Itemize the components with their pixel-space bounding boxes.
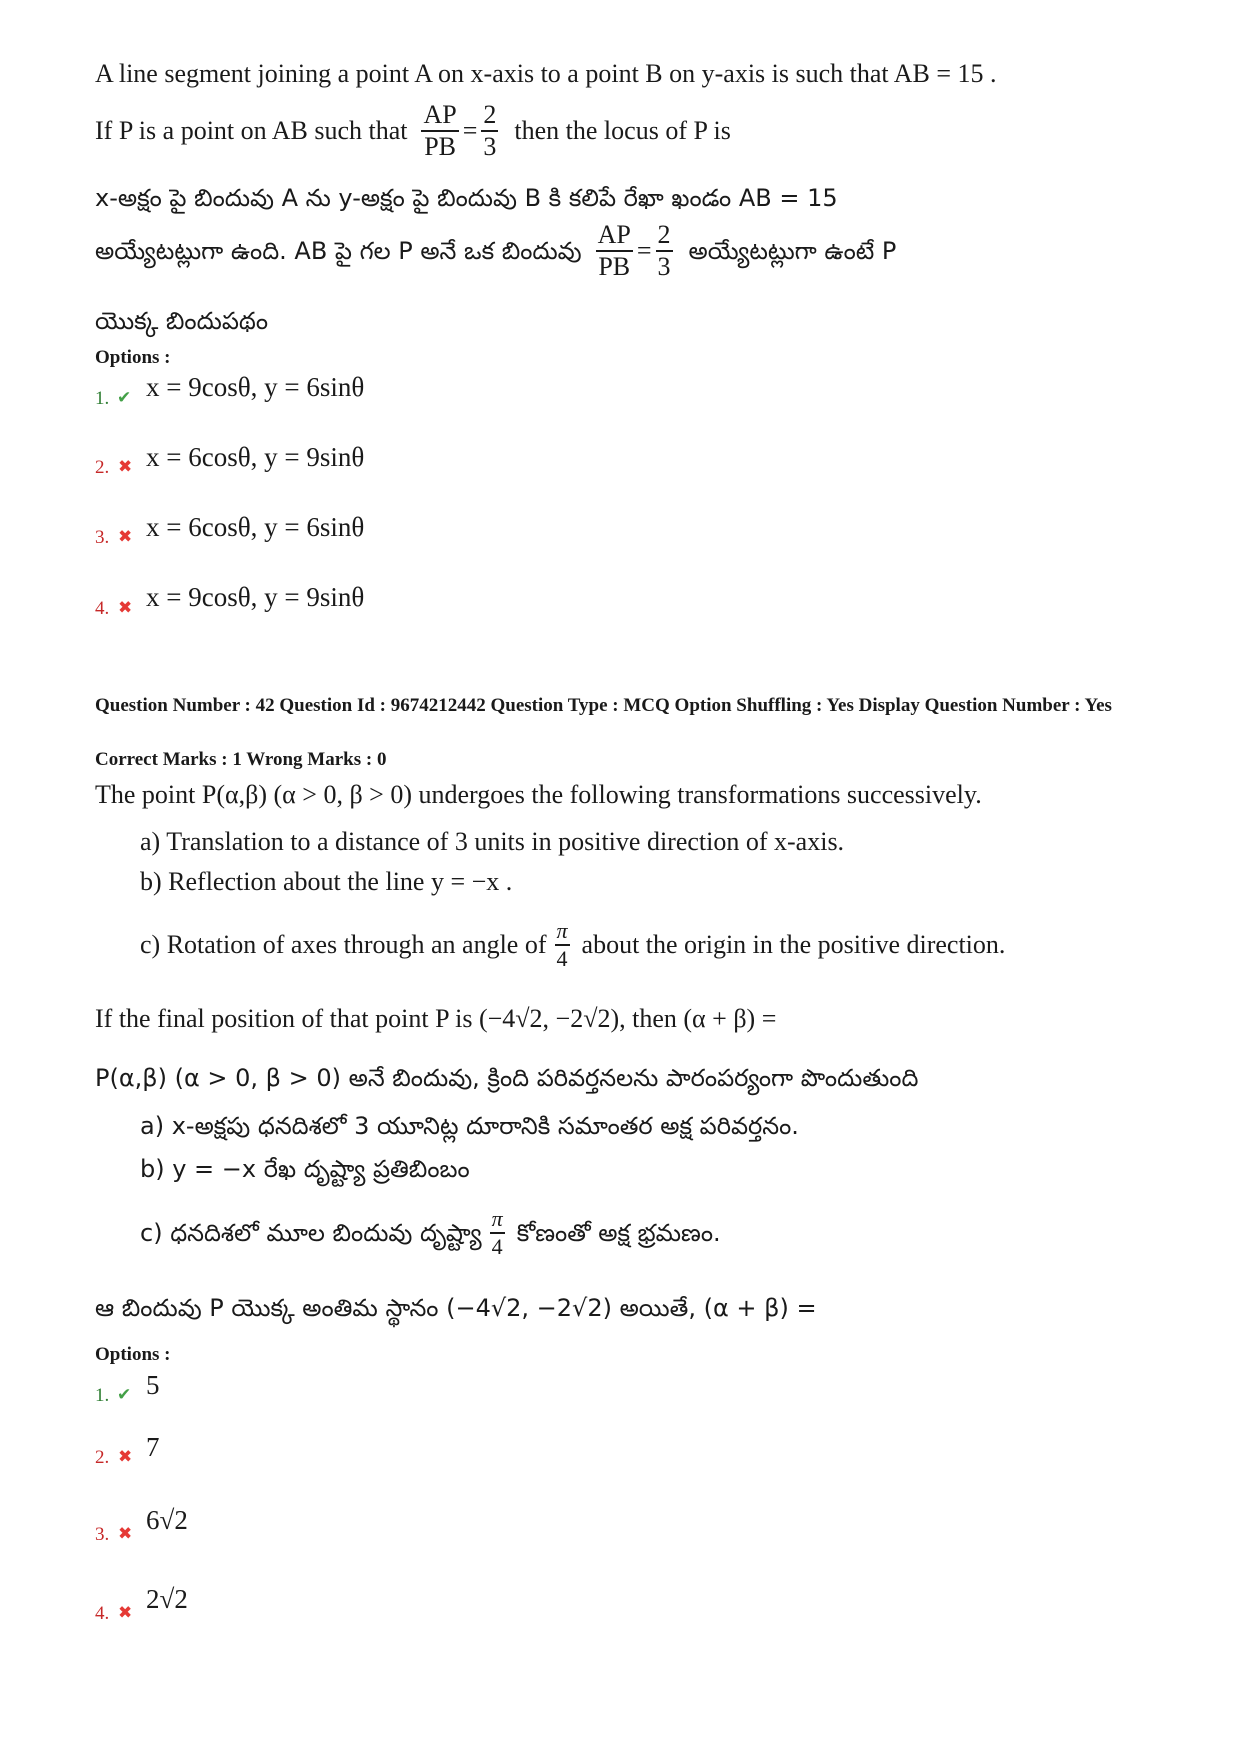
q41-stem-line2-post: then the locus of P is xyxy=(514,116,731,145)
q41-fraction-ap-pb xyxy=(421,102,458,160)
q41-telugu-line1: x-అక్షం పై బిందువు A ను y-అక్షం పై బిందువు B కి కలిపే రేఖా ఖండం AB = 15 xyxy=(95,184,838,212)
check-icon: ✔ xyxy=(117,388,132,408)
q41-telugu-frac-numerator: AP xyxy=(596,222,633,252)
q41-telugu-equals: = xyxy=(636,236,652,265)
q42-option-4-number: 4. xyxy=(95,1603,110,1624)
q42-option-3-number: 3. xyxy=(95,1524,110,1545)
q41-telugu-line2 xyxy=(95,222,896,280)
q42-telugu-four: 4 xyxy=(491,1234,503,1259)
q42-step-a: a) Translation to a distance of 3 units in positive direction of x-axis. xyxy=(140,827,845,856)
q41-option-2-number: 2. xyxy=(95,457,110,478)
q42-option-1-text: 5 xyxy=(146,1370,160,1400)
q42-telugu-step-c xyxy=(140,1208,721,1258)
q41-option-1-text: x = 9cosθ, y = 6sinθ xyxy=(146,372,365,402)
q41-option-2-text: x = 6cosθ, y = 9sinθ xyxy=(146,442,365,472)
q41-frac2-denominator: 3 xyxy=(483,132,497,161)
q41-frac2-numerator: 2 xyxy=(481,102,498,132)
q41-telugu-frac2-denominator: 3 xyxy=(657,252,671,281)
cross-icon: ✖ xyxy=(118,1524,133,1544)
q41-stem-line1: A line segment joining a point A on x-axis to a point B on y-axis is such that AB = 15 . xyxy=(95,59,997,88)
q41-telugu-line3: యొక్క బిందుపథం xyxy=(95,307,269,335)
q41-telugu-frac-denominator: PB xyxy=(598,252,631,281)
cross-icon: ✖ xyxy=(118,527,133,547)
q41-stem-line2 xyxy=(95,102,731,160)
q42-telugu-pi: π xyxy=(490,1208,505,1234)
q42-telugu-final: ఆ బిందువు P యొక్క అంతిమ స్థానం (−4√2, −2√2) అయితే, (α + β) = xyxy=(95,1294,817,1322)
q41-telugu-line2-pre: అయ్యేటట్లుగా ఉంది. AB పై గల P అనే ఒక బిందువు xyxy=(95,237,582,265)
q41-option-1-number: 1. xyxy=(95,388,110,409)
q41-stem-line2-pre: If P is a point on AB such that xyxy=(95,116,408,145)
q41-telugu-frac2-numerator: 2 xyxy=(656,222,673,252)
q42-step-b: b) Reflection about the line y = −x . xyxy=(140,867,513,896)
q41-frac-denominator: PB xyxy=(424,132,457,161)
q41-option-3-number: 3. xyxy=(95,527,110,548)
q42-pi: π xyxy=(555,920,570,946)
q41-options-label: Options : xyxy=(95,347,171,368)
q42-marks-info: Correct Marks : 1 Wrong Marks : 0 xyxy=(95,749,387,770)
cross-icon: ✖ xyxy=(118,457,133,477)
q41-telugu-line2-post: అయ్యేటట్లుగా ఉంటే P xyxy=(688,237,897,265)
q41-option-4-text: x = 9cosθ, y = 9sinθ xyxy=(146,582,365,612)
cross-icon: ✖ xyxy=(118,1447,133,1467)
q42-telugu-step-c-pre: c) ధనదిశలో మూల బిందువు దృష్ట్యా xyxy=(140,1219,482,1247)
q41-option-4-number: 4. xyxy=(95,598,110,619)
cross-icon: ✖ xyxy=(118,598,133,618)
q42-options-label: Options : xyxy=(95,1344,171,1365)
q42-option-3-text: 6√2 xyxy=(146,1505,188,1535)
q42-step-c xyxy=(140,920,1005,970)
q42-telugu-step-c-post: కోణంతో అక్ష భ్రమణం. xyxy=(516,1219,721,1247)
q42-option-2-text: 7 xyxy=(146,1432,160,1462)
q42-telugu-step-b: b) y = −x రేఖ దృష్ట్యా ప్రతిబింబం xyxy=(140,1155,470,1183)
q42-four: 4 xyxy=(556,946,568,971)
q42-step-c-pre: c) Rotation of axes through an angle of xyxy=(140,930,547,959)
q42-intro: The point P(α,β) (α > 0, β > 0) undergoes the following transformations successively. xyxy=(95,780,982,809)
q41-frac-numerator: AP xyxy=(421,102,458,132)
q41-option-3-text: x = 6cosθ, y = 6sinθ xyxy=(146,512,365,542)
q42-telugu-fraction-pi-4 xyxy=(490,1208,505,1258)
q42-fraction-pi-4 xyxy=(555,920,570,970)
q41-telugu-fraction-2-3 xyxy=(656,222,673,280)
cross-icon: ✖ xyxy=(118,1603,133,1623)
q42-telugu-intro: P(α,β) (α > 0, β > 0) అనే బిందువు, క్రింది పరివర్తనలను పారంపర్యంగా పొందుతుంది xyxy=(95,1064,919,1092)
q42-option-4-text: 2√2 xyxy=(146,1584,188,1614)
q42-telugu-step-a: a) x-అక్షపు ధనదిశలో 3 యూనిట్ల దూరానికి సమాంతర అక్ష పరివర్తనం. xyxy=(140,1112,799,1140)
q42-meta-info: Question Number : 42 Question Id : 9674212442 Question Type : MCQ Option Shuffling : Yes Display Question Number : Yes xyxy=(95,695,1112,716)
q42-option-1-number: 1. xyxy=(95,1385,110,1406)
q41-equals: = xyxy=(462,116,478,145)
q41-fraction-2-3 xyxy=(481,102,498,160)
check-icon: ✔ xyxy=(117,1385,132,1405)
q42-final-position: If the final position of that point P is (−4√2, −2√2), then (α + β) = xyxy=(95,1004,777,1033)
q41-telugu-fraction-ap-pb xyxy=(596,222,633,280)
q42-step-c-post: about the origin in the positive direction. xyxy=(581,930,1006,959)
q42-option-2-number: 2. xyxy=(95,1447,110,1468)
